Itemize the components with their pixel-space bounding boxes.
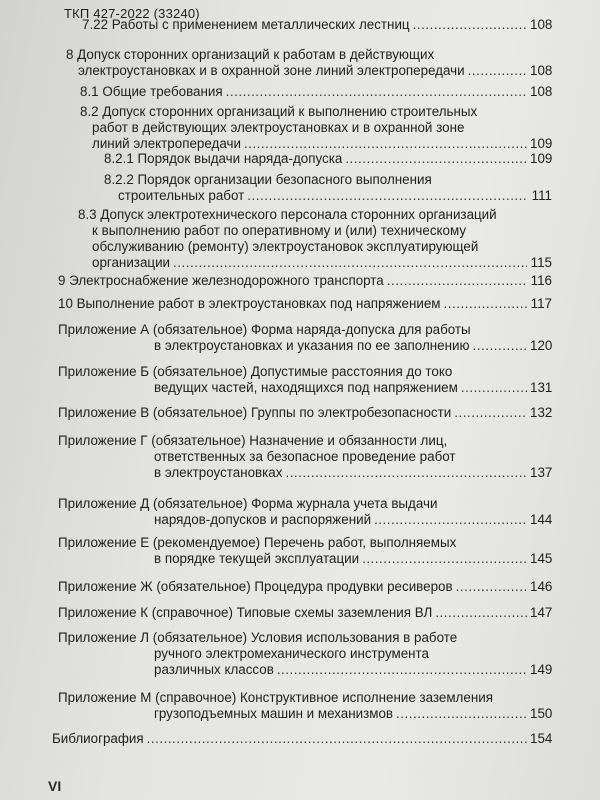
dot-leader — [461, 380, 527, 396]
dot-leader — [468, 63, 527, 79]
toc-entry-title: грузоподъемных машин и механизмов — [154, 706, 394, 721]
toc-entry-line: к выполнению работ по оперативному и (или) техническому — [92, 223, 467, 238]
toc-entry-line: Приложение М (справочное) Конструктивное исполнение заземления — [58, 690, 493, 705]
toc-entry-line: 8.3 Допуск электротехнического персонала сторонних организаций — [78, 207, 497, 222]
toc-entry-title: в электроустановках и указания по ее заполнению — [154, 338, 470, 353]
toc-entry-line: 8.2 Допуск сторонних организаций к выполнению строительных — [80, 104, 478, 119]
toc-entry-line: Приложение А (обязательное) Форма наряда-допуска для работы — [58, 322, 471, 337]
toc-page-number: 149 — [530, 662, 553, 677]
toc-entry-title: различных классов — [154, 662, 274, 677]
dot-leader — [247, 188, 527, 204]
toc-entry-line: Приложение Е (рекомендуемое) Перечень работ, выполняемых — [58, 535, 457, 550]
toc-page-number: 147 — [530, 605, 553, 620]
toc-entry — [66, 47, 552, 79]
toc-entry-title: 10 Выполнение работ в электроустановках под напряжением — [58, 296, 441, 311]
toc-entry — [58, 364, 552, 396]
toc-entry-title: 8.2.1 Порядок выдачи наряда-допуска — [104, 151, 343, 166]
toc-entry — [104, 151, 552, 167]
dot-leader — [277, 662, 527, 678]
toc-page-number: 109 — [530, 136, 553, 151]
dot-leader — [473, 338, 527, 354]
toc-entry — [58, 296, 552, 312]
toc-entry — [80, 84, 552, 100]
toc-page-number: 115 — [530, 255, 552, 270]
toc-entry-title: нарядов-допусков и распоряжений — [154, 512, 372, 527]
toc-entry-title: линий электропередачи — [92, 136, 241, 151]
toc-entry — [80, 104, 552, 152]
toc-page-number: 144 — [530, 512, 553, 527]
toc-page-number: 145 — [530, 551, 553, 566]
toc-page-number: 108 — [530, 84, 553, 99]
toc-page-number: 111 — [531, 188, 552, 203]
toc-entry — [58, 496, 552, 528]
toc-entry-title: электроустановках и в охранной зоне линий электропередачи — [78, 63, 465, 78]
toc-entry-line: ответственных за безопасное проведение работ — [154, 449, 456, 464]
dot-leader — [387, 273, 527, 289]
toc-page-number: 131 — [530, 380, 553, 395]
dot-leader — [345, 151, 527, 167]
toc-page-number: 116 — [530, 273, 552, 288]
dot-leader — [226, 84, 527, 100]
toc-entry — [104, 172, 552, 204]
toc-entry-title: ведущих частей, находящихся под напряжением — [154, 380, 458, 395]
dot-leader — [173, 255, 527, 271]
toc-entry — [58, 535, 552, 567]
toc-entry-title: 9 Электроснабжение железнодорожного транспорта — [58, 273, 384, 288]
toc-entry — [52, 731, 552, 747]
toc-entry-line: Приложение Г (обязательное) Назначение и обязанности лиц, — [58, 433, 448, 448]
toc-entry-title: Приложение Ж (обязательное) Процедура продувки ресиверов — [58, 579, 453, 594]
toc-entry-title: Библиография — [52, 731, 144, 746]
toc-entry-line: работ в действующих электроустановках и в охранной зоне — [92, 120, 465, 135]
toc-page-number: 108 — [530, 17, 553, 32]
toc-page-number: 154 — [530, 731, 553, 746]
toc-entry-title: в электроустановках — [154, 465, 283, 480]
toc-entry — [58, 433, 552, 481]
dot-leader — [362, 551, 527, 567]
toc-page-number: 146 — [530, 579, 553, 594]
toc-entry — [58, 579, 552, 595]
dot-leader — [244, 136, 527, 152]
toc-page-number: 137 — [530, 465, 553, 480]
dot-leader — [147, 731, 527, 747]
toc-page-number: 117 — [530, 296, 552, 311]
toc-entry — [58, 405, 552, 421]
toc-entry — [78, 207, 552, 271]
dot-leader — [444, 296, 527, 312]
page-number-roman: VI — [48, 778, 62, 794]
toc-entry-title: строительных работ — [118, 188, 245, 203]
toc-entry-title: 8.1 Общие требования — [80, 84, 223, 99]
toc-page-number: 109 — [530, 151, 553, 166]
dot-leader — [456, 579, 527, 595]
toc-entry-line: 8.2.2 Порядок организации безопасного выполнения — [104, 172, 432, 187]
toc-entry — [82, 17, 552, 33]
toc-entry-title: в порядке текущей эксплуатации — [154, 551, 360, 566]
toc-entry — [58, 273, 552, 289]
dot-leader — [413, 17, 527, 33]
toc-entry-title: организации — [92, 255, 171, 270]
dot-leader — [396, 706, 527, 722]
toc-page-number: 108 — [530, 63, 553, 78]
dot-leader — [454, 405, 527, 421]
toc-entry — [58, 605, 552, 621]
toc-entry-line: ручного электромеханического инструмента — [154, 646, 429, 661]
document-code-header: ТКП 427-2022 (33240) — [64, 6, 200, 21]
toc-entry-line: Приложение Б (обязательное) Допустимые расстояния до токо — [58, 364, 453, 379]
toc-entry — [58, 630, 552, 678]
toc-entry-line: 8 Допуск сторонних организаций к работам в действующих — [66, 47, 435, 62]
dot-leader — [374, 512, 527, 528]
toc-entry-title: 7.22 Работы с применением металлических лестниц — [82, 17, 410, 32]
toc-entry-line: Приложение Д (обязательное) Форма журнала учета выдачи — [58, 496, 438, 511]
dot-leader — [435, 605, 527, 621]
toc-entry — [58, 690, 552, 722]
toc-page-number: 150 — [530, 706, 553, 721]
toc-entry — [58, 322, 552, 354]
toc-page-number: 120 — [530, 338, 553, 353]
toc-entry-title: Приложение К (справочное) Типовые схемы заземления ВЛ — [58, 605, 433, 620]
toc-entry-line: обслуживанию (ремонту) электроустановок эксплуатирующей — [92, 239, 479, 254]
toc-entry-line: Приложение Л (обязательное) Условия использования в работе — [58, 630, 458, 645]
dot-leader — [285, 465, 527, 481]
toc-entry-title: Приложение В (обязательное) Группы по электробезопасности — [58, 405, 452, 420]
toc-page-number: 132 — [530, 405, 553, 420]
